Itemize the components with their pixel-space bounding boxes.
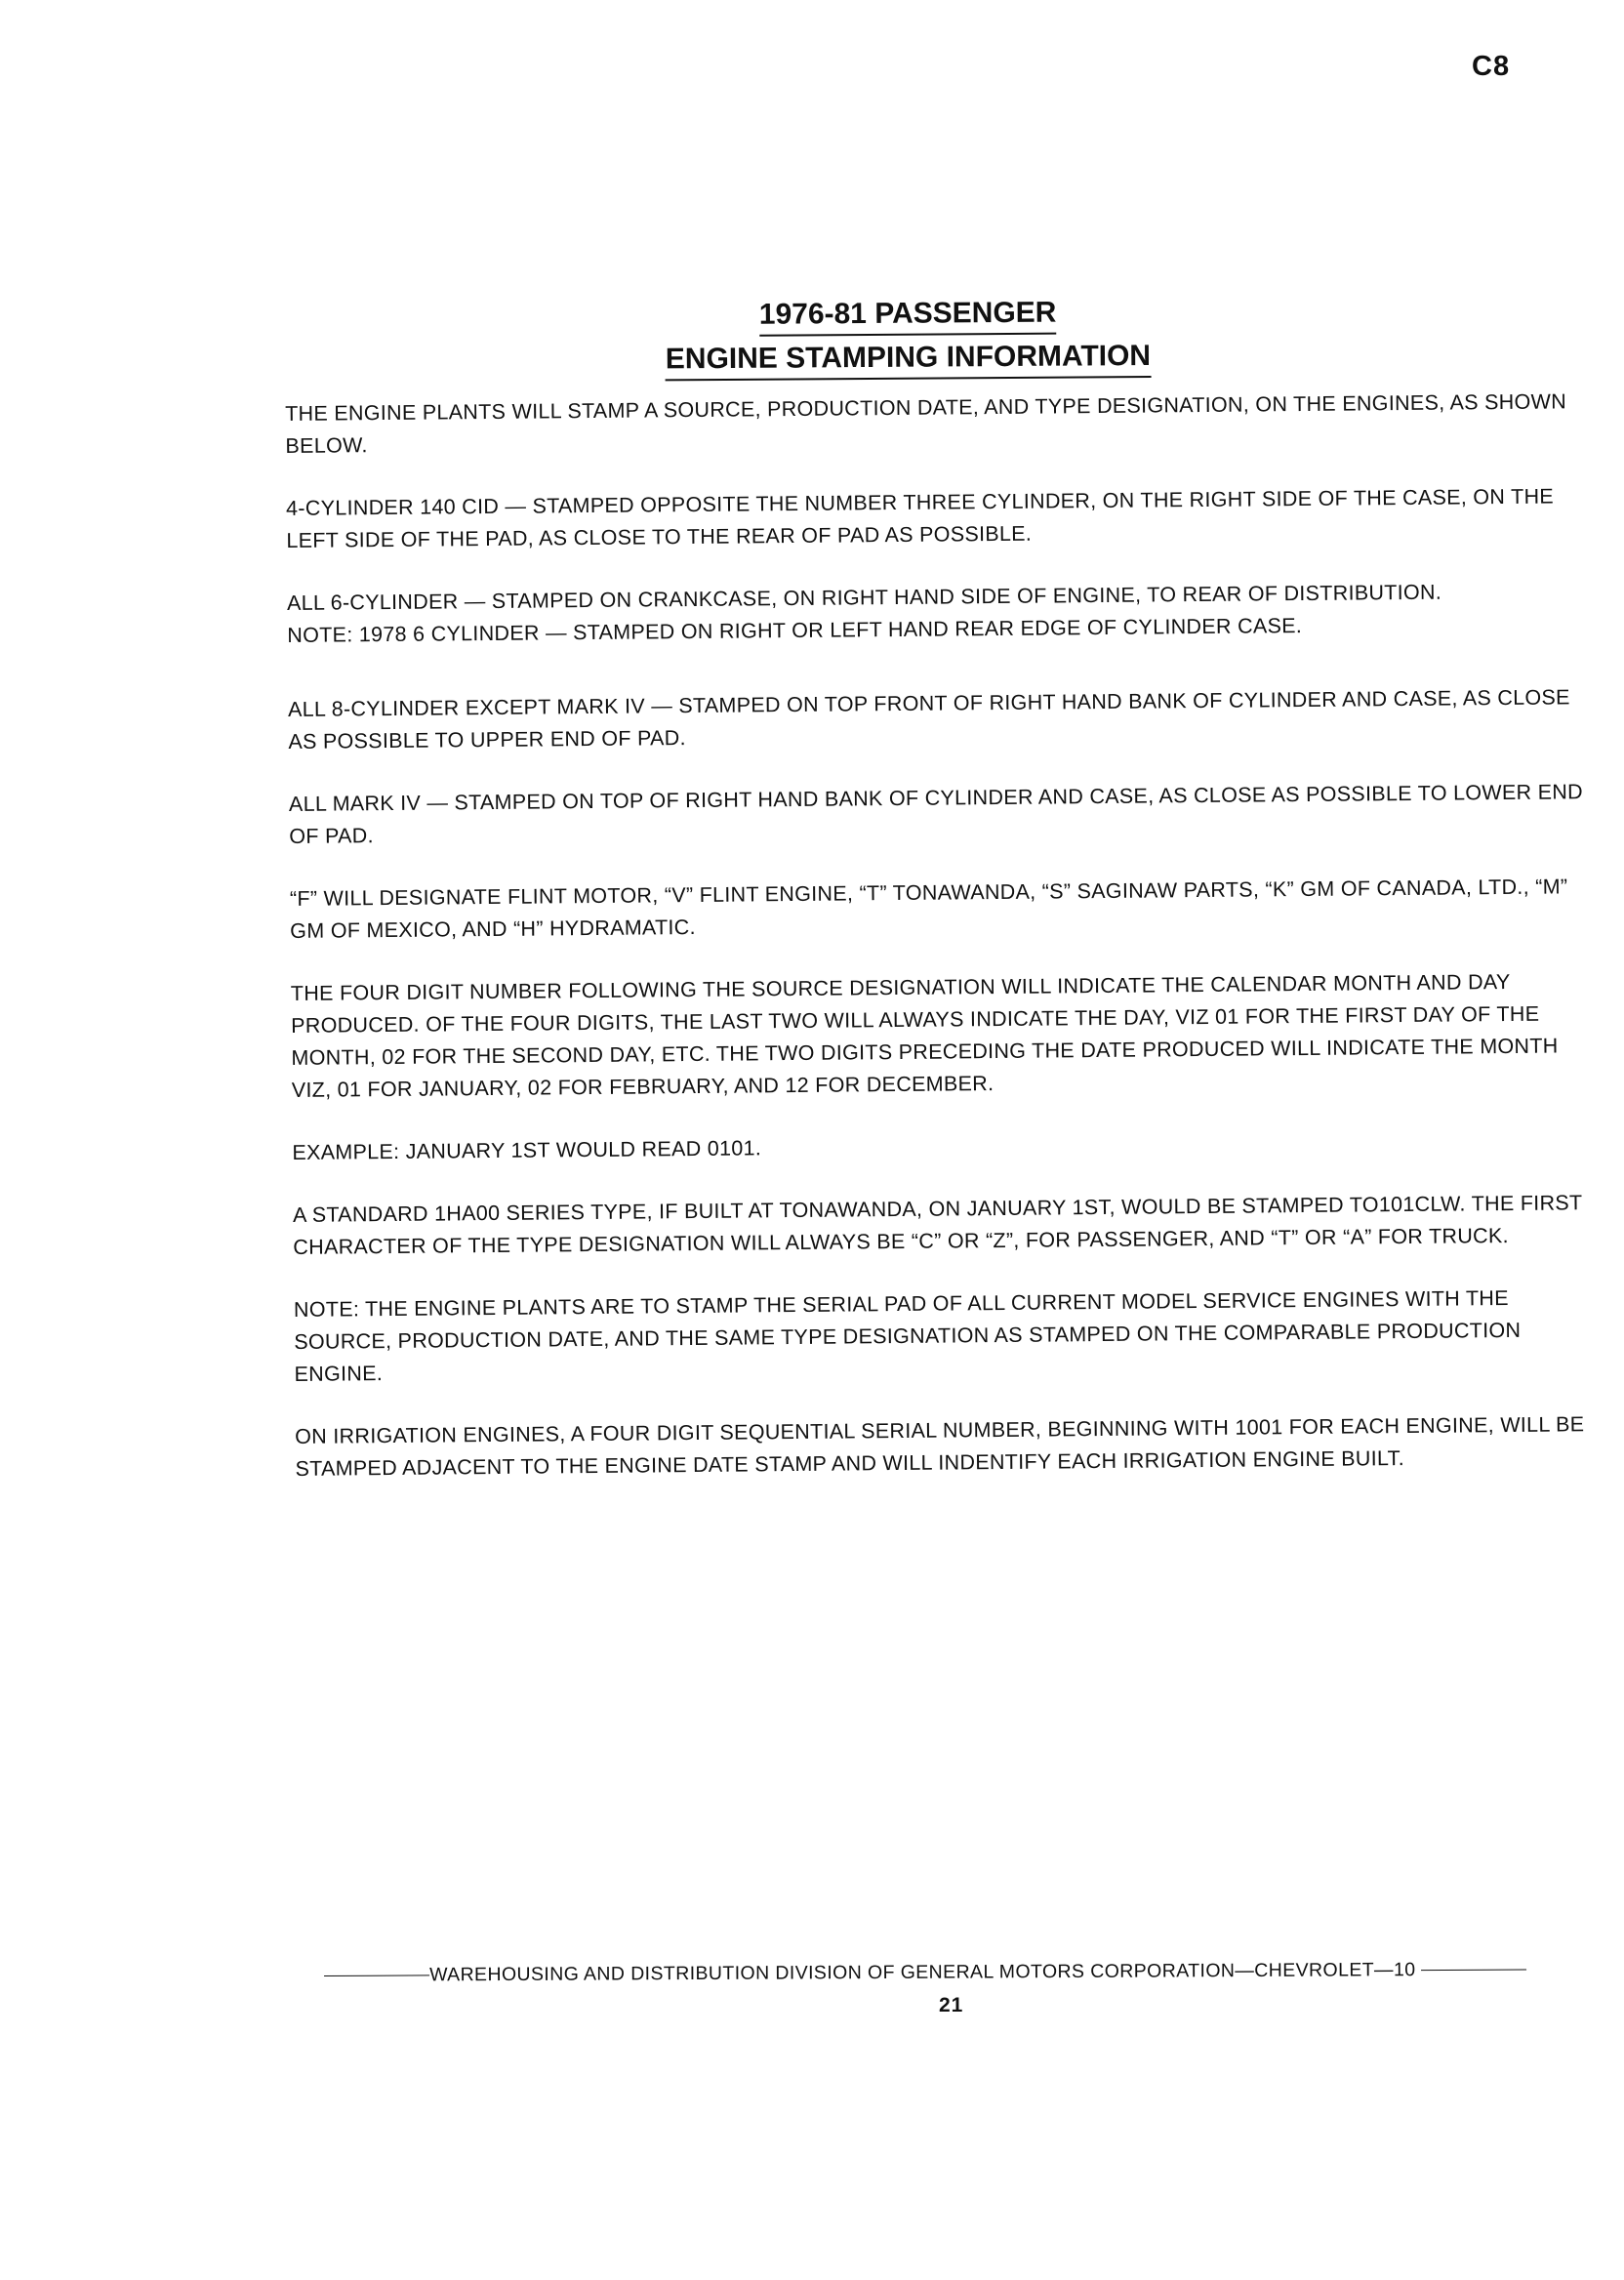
page-title — [586, 293, 1231, 386]
paragraph-example: EXAMPLE: JANUARY 1ST WOULD READ 0101. — [292, 1136, 762, 1164]
paragraph-irrigation-engines: ON IRRIGATION ENGINES, A FOUR DIGIT SEQUENTIAL SERIAL NUMBER, BEGINNING WITH 1001 FOR EACH ENGINE, WILL BE STAMPED ADJACENT TO THE ENGINE DATE STAMP AND WILL INDENTIFY EACH IRRIGATION ENGINE BUILT. — [295, 1412, 1585, 1481]
paragraph-8-cylinder: ALL 8-CYLINDER EXCEPT MARK IV — STAMPED ON TOP FRONT OF RIGHT HAND BANK OF CYLINDER AND CASE, AS CLOSE AS POSSIBLE TO UPPER END OF PAD. — [287, 685, 1570, 753]
body-text — [285, 386, 1594, 1516]
paragraph-source-codes: “F” WILL DESIGNATE FLINT MOTOR, “V” FLINT ENGINE, “T” TONAWANDA, “S” SAGINAW PARTS, “K” GM OF CANADA, LTD., “M” GM OF MEXICO, AND “H” HYDRAMATIC. — [289, 875, 1568, 943]
paragraph-date-code: THE FOUR DIGIT NUMBER FOLLOWING THE SOURCE DESIGNATION WILL INDICATE THE CALENDAR MONTH AND DAY PRODUCED. OF THE FOUR DIGITS, THE LAST TWO WILL ALWAYS INDICATE THE DAY, VIZ 01 FOR THE FIRST DAY OF THE MONTH, 02 FOR THE SECOND DAY, ETC. THE TWO DIGITS PRECEDING THE DATE PRODUCED WILL INDICATE THE MONTH VIZ, 01 FOR JANUARY, 02 FOR FEBRUARY, AND 12 FOR DECEMBER. — [290, 969, 1559, 1102]
footer-rule-left — [324, 1975, 429, 1977]
title-line-1: 1976-81 PASSENGER — [759, 295, 1057, 337]
footer-text: WAREHOUSING AND DISTRIBUTION DIVISION OF GENERAL MOTORS CORPORATION—CHEVROLET—10 — [428, 1959, 1416, 1986]
page-footer — [324, 1958, 1583, 1987]
paragraph-4-cylinder: 4-CYLINDER 140 CID — STAMPED OPPOSITE THE NUMBER THREE CYLINDER, ON THE RIGHT SIDE OF THE CASE, ON THE LEFT SIDE OF THE PAD, AS CLOSE TO THE REAR OF PAD AS POSSIBLE. — [285, 484, 1555, 552]
paragraph-6-cylinder: ALL 6-CYLINDER — STAMPED ON CRANKCASE, ON RIGHT HAND SIDE OF ENGINE, TO REAR OF DISTRIBUTION. — [286, 580, 1442, 615]
page-number: 21 — [939, 1994, 964, 2016]
paragraph-stamp-overview: THE ENGINE PLANTS WILL STAMP A SOURCE, PRODUCTION DATE, AND TYPE DESIGNATION, ON THE ENGINES, AS SHOWN BELOW. — [285, 389, 1567, 458]
paragraph-service-engines-note: NOTE: THE ENGINE PLANTS ARE TO STAMP THE SERIAL PAD OF ALL CURRENT MODEL SERVICE ENGINES WITH THE SOURCE, PRODUCTION DATE, AND THE SAME TYPE DESIGNATION AS STAMPED ON THE COMPARABLE PRODUCTION ENGINE. — [293, 1286, 1522, 1386]
footer-rule-right — [1421, 1970, 1526, 1972]
title-line-2: ENGINE STAMPING INFORMATION — [666, 338, 1151, 381]
paragraph-type-designation: A STANDARD 1HA00 SERIES TYPE, IF BUILT AT TONAWANDA, ON JANUARY 1ST, WOULD BE STAMPED TO101CLW. THE FIRST CHARACTER OF THE TYPE DESIGNATION WILL ALWAYS BE “C” OR “Z”, FOR PASSENGER, AND “T” OR “A” FOR TRUCK. — [292, 1191, 1583, 1259]
page-identifier: C8 — [1472, 51, 1511, 82]
paragraph-6-cylinder-note: NOTE: 1978 6 CYLINDER — STAMPED ON RIGHT OR LEFT HAND REAR EDGE OF CYLINDER CASE. — [287, 614, 1303, 647]
paragraph-mark-iv: ALL MARK IV — STAMPED ON TOP OF RIGHT HAND BANK OF CYLINDER AND CASE, AS CLOSE AS POSSIBLE TO LOWER END OF PAD. — [288, 780, 1584, 848]
